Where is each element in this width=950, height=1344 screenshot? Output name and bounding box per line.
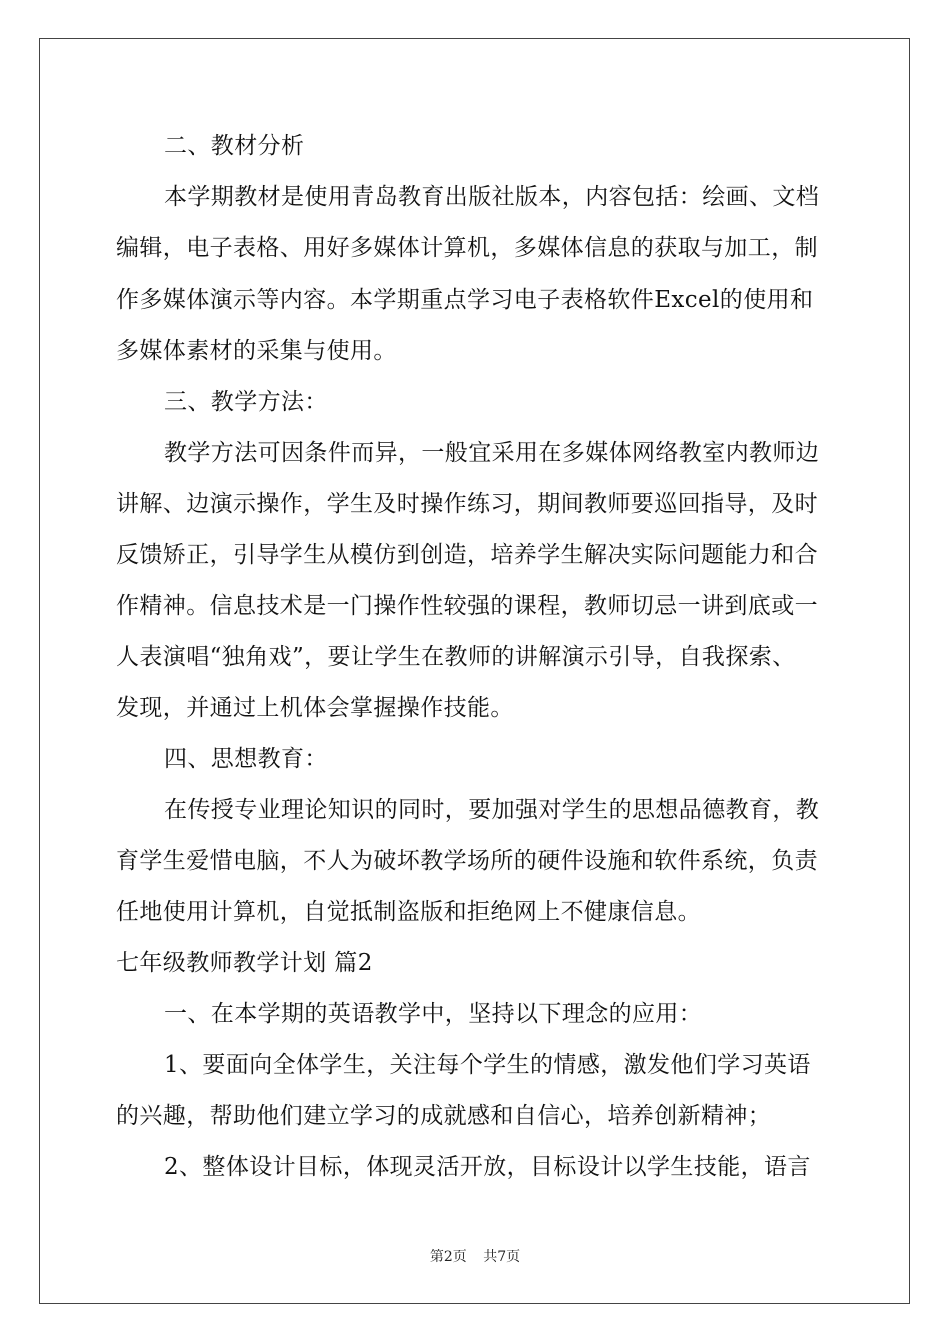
page-footer — [0, 1246, 950, 1266]
paragraph-line: 育学生爱惜电脑，不人为破坏教学场所的硬件设施和软件系统，负责 — [116, 848, 818, 874]
paragraph-line: 作精神。信息技术是一门操作性较强的课程，教师切忌一讲到底或一 — [116, 593, 818, 619]
paragraph-line: 编辑，电子表格、用好多媒体计算机，多媒体信息的获取与加工，制 — [116, 235, 818, 261]
page-number-total: 共7页 — [483, 1249, 521, 1265]
paragraph-line: 1、要面向全体学生，关注每个学生的情感，激发他们学习英语 — [164, 1052, 811, 1078]
paragraph-line: 作多媒体演示等内容。本学期重点学习电子表格软件Excel的使用和 — [116, 287, 814, 313]
paragraph-line: 多媒体素材的采集与使用。 — [116, 338, 397, 364]
section-title: 七年级教师教学计划 篇2 — [116, 950, 373, 976]
paragraph-line: 讲解、边演示操作，学生及时操作练习，期间教师要巡回指导，及时 — [116, 491, 818, 517]
heading-ideological-education: 四、思想教育： — [164, 746, 328, 772]
paragraph-line: 的兴趣，帮助他们建立学习的成就感和自信心，培养创新精神； — [116, 1103, 772, 1129]
paragraph-line: 任地使用计算机，自觉抵制盗版和拒绝网上不健康信息。 — [116, 899, 701, 925]
paragraph-line: 本学期教材是使用青岛教育出版社版本，内容包括：绘画、文档 — [164, 184, 820, 210]
paragraph-line: 教学方法可因条件而异，一般宜采用在多媒体网络教室内教师边 — [164, 440, 820, 466]
heading-teaching-methods: 三、教学方法： — [164, 389, 328, 415]
heading-textbook-analysis: 二、教材分析 — [164, 133, 305, 159]
paragraph-line: 2、整体设计目标，体现灵活开放，目标设计以学生技能，语言 — [164, 1154, 811, 1180]
page-number-current: 第2页 — [429, 1249, 467, 1265]
paragraph-line: 反馈矫正，引导学生从模仿到创造，培养学生解决实际问题能力和合 — [116, 542, 818, 568]
paragraph-line: 在传授专业理论知识的同时，要加强对学生的思想品德教育，教 — [164, 797, 820, 823]
paragraph-line: 人表演唱“独角戏”，要让学生在教师的讲解演示引导，自我探索、 — [116, 644, 796, 670]
paragraph-line: 发现，并通过上机体会掌握操作技能。 — [116, 695, 514, 721]
paragraph-line: 一、在本学期的英语教学中，坚持以下理念的应用： — [164, 1001, 703, 1027]
